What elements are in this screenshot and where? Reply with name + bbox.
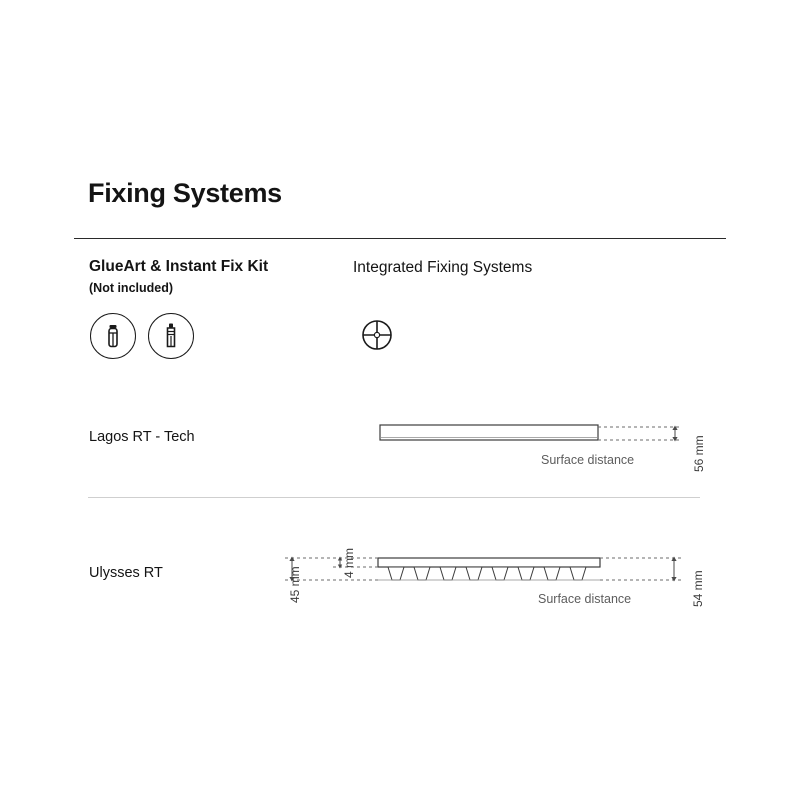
section-heading-integrated-fixing: Integrated Fixing Systems: [353, 259, 533, 276]
adhesive-tube-icon: [148, 313, 194, 359]
surface-distance-label-lagos: Surface distance: [541, 453, 635, 467]
dimension-ulysses-left-height: 45 mm: [288, 566, 302, 603]
lagos-rt-tech-diagram: [330, 400, 730, 495]
product-label-ulysses-rt: Ulysses RT: [89, 565, 163, 581]
title-divider: [74, 238, 726, 239]
dimension-lagos-total-height: 56 mm: [692, 435, 706, 472]
section-divider: [88, 497, 700, 498]
surface-distance-label-ulysses: Surface distance: [538, 592, 632, 606]
dimension-ulysses-thickness: 4 mm: [342, 548, 356, 578]
page-title: Fixing Systems: [88, 178, 282, 208]
ulysses-rt-diagram: [270, 530, 720, 630]
product-label-lagos-rt-tech: Lagos RT - Tech: [89, 429, 195, 445]
section-subheading-not-included: (Not included): [89, 281, 174, 295]
integrated-fixing-clip-icon: [355, 313, 399, 357]
section-heading-glueart: GlueArt & Instant Fix Kit: [89, 258, 269, 275]
dimension-ulysses-total-height: 54 mm: [691, 570, 705, 607]
glue-cartridge-icon: [90, 313, 136, 359]
glueart-icon-group: [90, 313, 202, 359]
